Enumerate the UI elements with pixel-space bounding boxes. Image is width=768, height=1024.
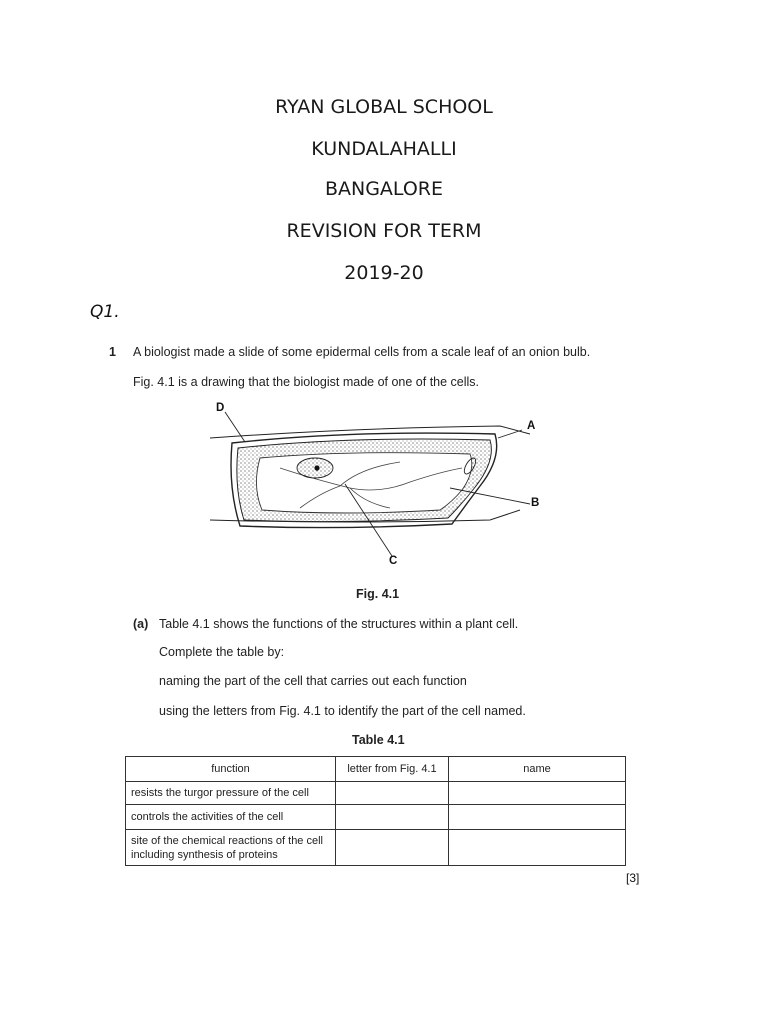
- table-header-row: [126, 757, 626, 782]
- letter-cell[interactable]: [336, 830, 449, 866]
- figure-caption: Fig. 4.1: [356, 587, 400, 601]
- name-cell[interactable]: [449, 830, 626, 866]
- locality: KUNDALAHALLI: [311, 138, 457, 160]
- onion-cell-figure: [200, 398, 560, 563]
- figure-label-c: C: [389, 555, 398, 567]
- function-cell: site of the chemical reactions of the cell including synthesis of proteins: [126, 830, 336, 866]
- function-cell: controls the activities of the cell: [126, 805, 336, 830]
- question-number: 1: [109, 345, 116, 359]
- question-intro: A biologist made a slide of some epidermal cells from a scale leaf of an onion bulb.: [133, 345, 591, 359]
- function-cell: resists the turgor pressure of the cell: [126, 782, 336, 805]
- header-letter: letter from Fig. 4.1: [336, 757, 449, 782]
- vacuole: [256, 453, 471, 513]
- name-cell[interactable]: [449, 805, 626, 830]
- function-table: [125, 756, 626, 866]
- figure-label-a: A: [527, 420, 536, 432]
- school-name: RYAN GLOBAL SCHOOL: [275, 96, 493, 118]
- letter-cell[interactable]: [336, 782, 449, 805]
- table-row: [126, 782, 626, 805]
- name-cell[interactable]: [449, 782, 626, 805]
- header-function: function: [126, 757, 336, 782]
- academic-year: 2019-20: [344, 262, 424, 284]
- bullet-2: using the letters from Fig. 4.1 to identify the part of the cell named.: [159, 704, 526, 718]
- bullet-1: naming the part of the cell that carries out each function: [159, 674, 467, 688]
- figure-label-d: D: [216, 402, 225, 414]
- instruction: Complete the table by:: [159, 645, 285, 659]
- table-row: [126, 805, 626, 830]
- question-label: Q1.: [90, 302, 120, 322]
- table-caption: Table 4.1: [352, 733, 405, 747]
- doc-title: REVISION FOR TERM: [286, 220, 482, 242]
- part-a-label: (a): [133, 617, 149, 631]
- figure-label-b: B: [531, 497, 540, 509]
- table-row: [126, 830, 626, 866]
- marks: [3]: [626, 871, 640, 885]
- letter-cell[interactable]: [336, 805, 449, 830]
- figure-intro: Fig. 4.1 is a drawing that the biologist made of one of the cells.: [133, 375, 480, 389]
- city: BANGALORE: [324, 178, 444, 200]
- header-name: name: [449, 757, 626, 782]
- part-a-text: Table 4.1 shows the functions of the structures within a plant cell.: [159, 617, 519, 631]
